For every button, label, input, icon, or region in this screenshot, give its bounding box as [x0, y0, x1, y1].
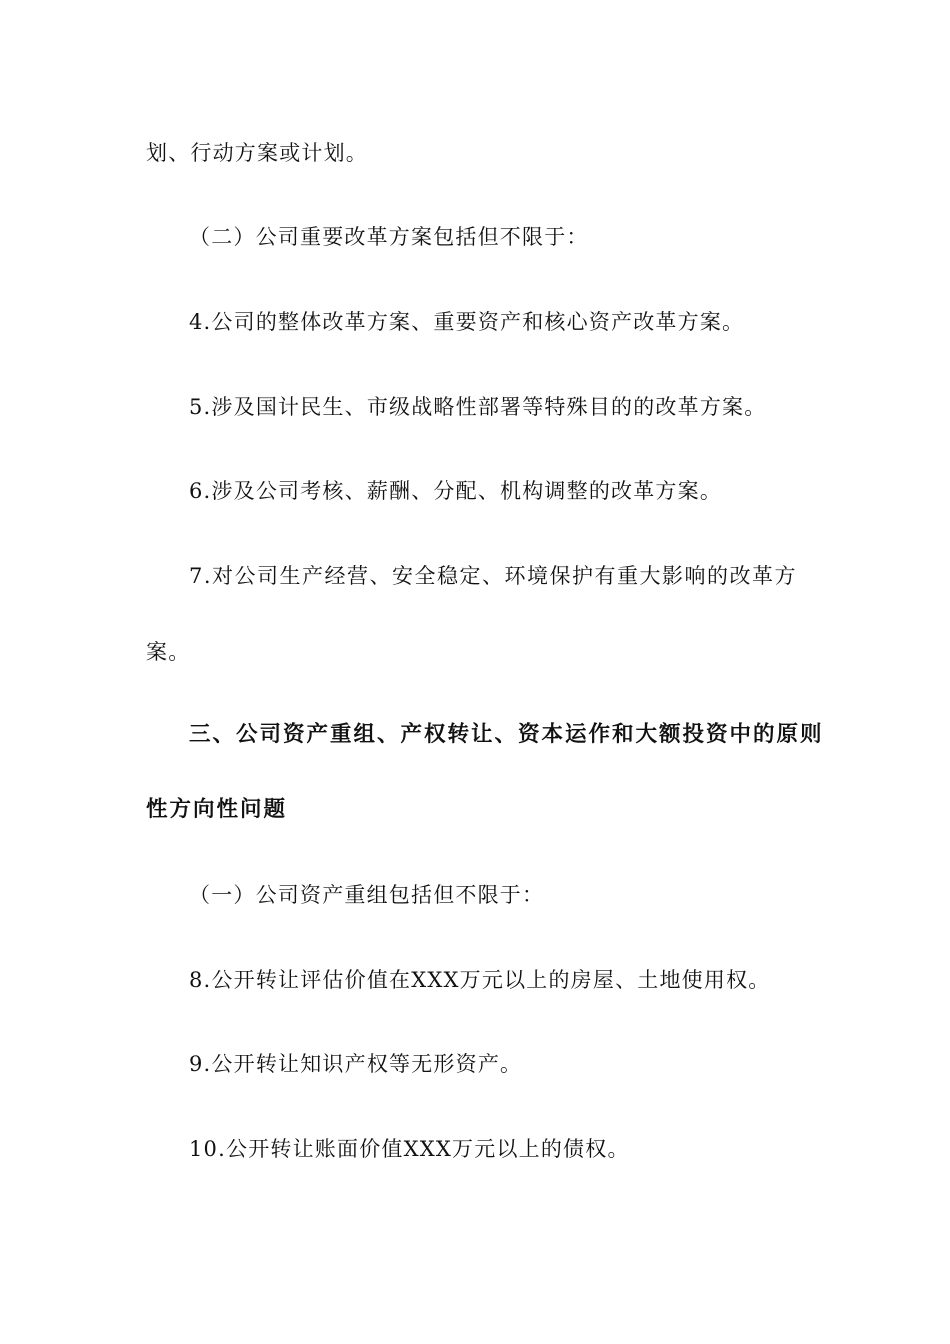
- list-item-continuation: 案。: [146, 640, 191, 664]
- paragraph-continuation: 划、行动方案或计划。: [146, 141, 368, 165]
- list-item: 10.公开转让账面价值XXX万元以上的债权。: [189, 1137, 630, 1161]
- section-heading: 三、公司资产重组、产权转让、资本运作和大额投资中的原则: [189, 722, 824, 747]
- list-item: 7.对公司生产经营、安全稳定、环境保护有重大影响的改革方: [189, 564, 798, 588]
- subsection-heading: （一）公司资产重组包括但不限于：: [189, 883, 545, 907]
- list-item: 5.涉及国计民生、市级战略性部署等特殊目的的改革方案。: [189, 395, 767, 419]
- list-item: 6.涉及公司考核、薪酬、分配、机构调整的改革方案。: [189, 479, 723, 503]
- subsection-heading: （二）公司重要改革方案包括但不限于：: [189, 225, 589, 249]
- list-item: 8.公开转让评估价值在XXX万元以上的房屋、土地使用权。: [189, 968, 771, 992]
- section-heading-continuation: 性方向性问题: [146, 797, 288, 822]
- list-item: 9.公开转让知识产权等无形资产。: [189, 1052, 523, 1076]
- list-item: 4.公司的整体改革方案、重要资产和核心资产改革方案。: [189, 310, 745, 334]
